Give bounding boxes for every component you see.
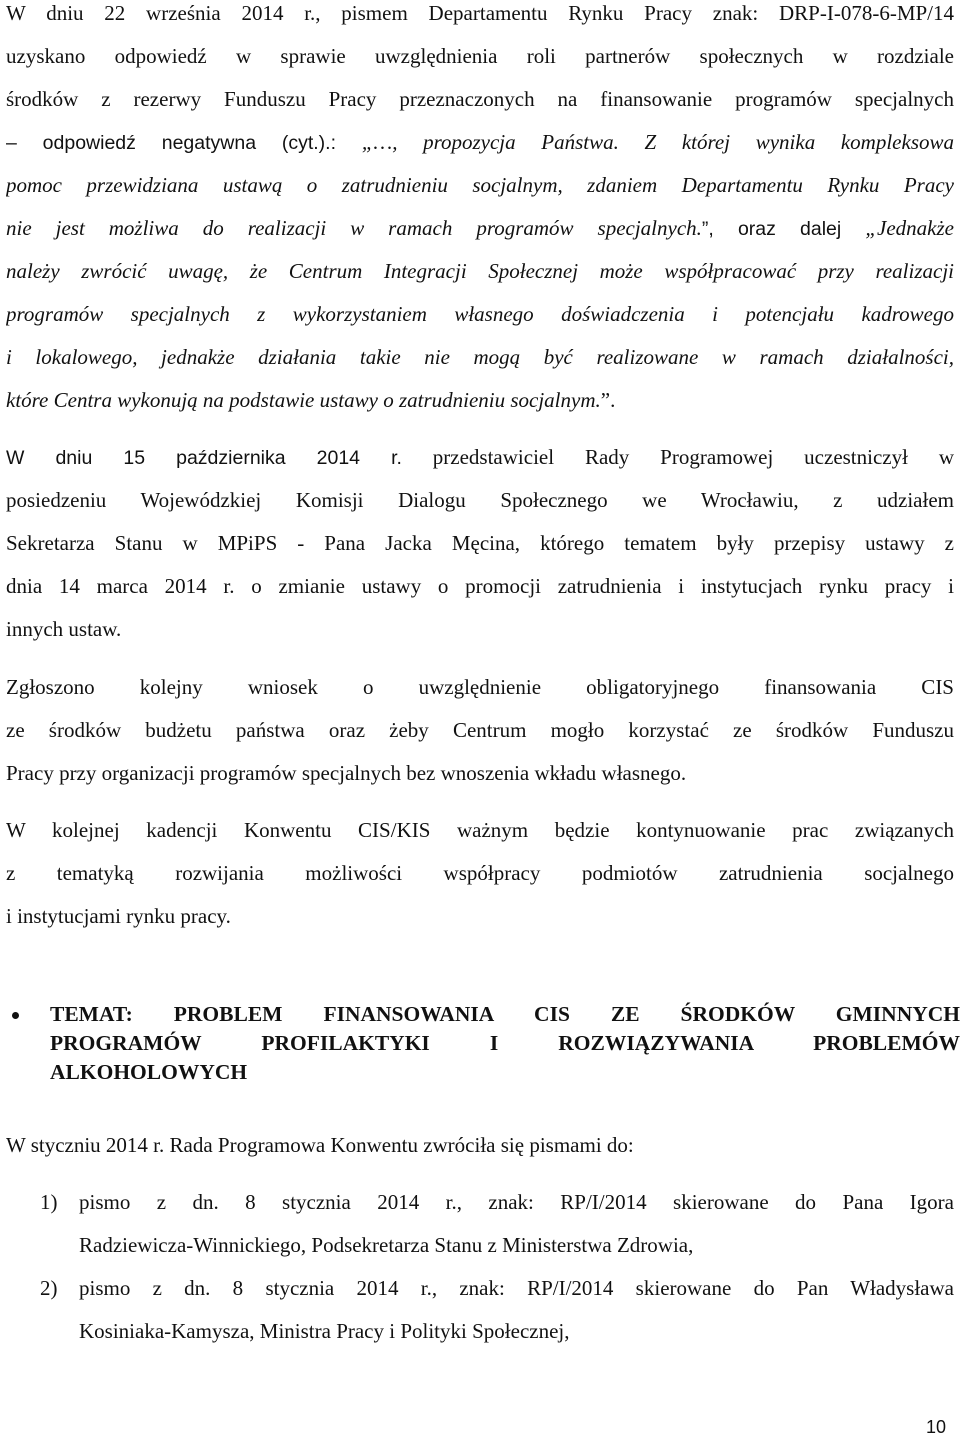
text-line: innych ustaw. — [6, 617, 122, 641]
paragraph-2 — [6, 436, 954, 651]
text-line: W styczniu 2014 r. Rada Programowa Konwentu zwróciła się pismami do: — [6, 1133, 634, 1157]
text-line — [6, 379, 954, 422]
quote-line: pomoc przewidziana ustawą o zatrudnieniu socjalnym, zdaniem Departamentu Rynku Pracy — [6, 173, 954, 197]
quote-line: programów specjalnych z wykorzystaniem własnego doświadczenia i potencjału kadrowego — [6, 302, 954, 326]
quote-text: które Centra wykonują na podstawie ustawy o zatrudnieniu socjalnym. — [6, 388, 601, 412]
text-span: ”. — [600, 388, 616, 412]
quote-text: „Jednakże — [865, 216, 954, 240]
text-line: dnia 14 marca 2014 r. o zmianie ustawy o promocji zatrudnienia i instytucjach rynku pracy i — [6, 574, 954, 598]
list-item-body — [79, 1267, 954, 1353]
paragraph-1 — [6, 0, 954, 422]
page-number: 10 — [925, 1417, 946, 1437]
text-line: z tematyką rozwijania możliwości współpracy podmiotów zatrudnienia socjalnego — [6, 861, 954, 885]
paragraph-5 — [6, 1124, 954, 1167]
quote-line: i lokalowego, jednakże działania takie nie mogą być realizowane w ramach działalności, — [6, 345, 954, 369]
text-line: Pracy przy organizacji programów specjalnych bez wnoszenia wkładu własnego. — [6, 761, 687, 785]
text-line: W dniu 22 września 2014 r., pismem Departamentu Rynku Pracy znak: DRP-I-078-6-MP/14 — [6, 1, 954, 25]
text-line: uzyskano odpowiedź w sprawie uwzględnienia roli partnerów społecznych w rozdziale — [6, 44, 954, 68]
heading-line: TEMAT: PROBLEM FINANSOWANIA CIS ZE ŚRODKÓW GMINNYCH — [50, 1002, 960, 1026]
text-line: pismo z dn. 8 stycznia 2014 r., znak: RP/I/2014 skierowane do Pan Władysława — [79, 1276, 954, 1300]
text-line: W kolejnej kadencji Konwentu CIS/KIS ważnym będzie kontynuowanie prac związanych — [6, 818, 954, 842]
bullet-icon — [12, 1012, 19, 1019]
topic-heading — [50, 1000, 960, 1087]
text-line: Kosiniaka-Kamysza, Ministra Pracy i Polityki Społecznej, — [79, 1319, 570, 1343]
text-line: Zgłoszono kolejny wniosek o uwzględnienie obligatoryjnego finansowania CIS — [6, 675, 954, 699]
text-span: przedstawiciel Rady Programowej uczestniczył w — [401, 445, 954, 469]
text-span: ”, oraz dalej — [701, 218, 866, 240]
list-number: 1) — [40, 1190, 58, 1214]
text-line — [6, 207, 954, 250]
text-span: – odpowiedź negatywna (cyt.).: — [6, 132, 362, 154]
list-number: 2) — [40, 1276, 58, 1300]
paragraph-3 — [6, 666, 954, 795]
text-line: posiedzeniu Wojewódzkiej Komisji Dialogu Społecznego we Wrocławiu, z udziałem — [6, 488, 954, 512]
text-line: środków z rezerwy Funduszu Pracy przeznaczonych na finansowanie programów specjalnych — [6, 87, 954, 111]
quote-text: nie jest możliwa do realizacji w ramach programów specjalnych. — [6, 216, 702, 240]
text-line: Sekretarza Stanu w MPiPS - Pana Jacka Męcina, którego tematem były przepisy ustawy z — [6, 531, 954, 555]
text-line: Radziewicza-Winnickiego, Podsekretarza Stanu z Ministerstwa Zdrowia, — [79, 1233, 694, 1257]
text-line: ze środków budżetu państwa oraz żeby Centrum mogło korzystać ze środków Funduszu — [6, 718, 954, 742]
heading-line: ALKOHOLOWYCH — [50, 1060, 248, 1084]
quote-text: „…, propozycja Państwa. Z której wynika kompleksowa — [361, 130, 954, 154]
text-line — [6, 436, 954, 479]
quote-line: należy zwrócić uwagę, że Centrum Integracji Społecznej może współpracować przy realizacji — [6, 259, 954, 283]
list-item-body — [79, 1181, 954, 1267]
paragraph-4 — [6, 809, 954, 938]
date-text: W dniu 15 października 2014 r. — [6, 447, 402, 469]
text-line — [6, 121, 954, 164]
text-line: i instytucjami rynku pracy. — [6, 904, 231, 928]
text-line: pismo z dn. 8 stycznia 2014 r., znak: RP/I/2014 skierowane do Pana Igora — [79, 1190, 954, 1214]
heading-line: PROGRAMÓW PROFILAKTYKI I ROZWIĄZYWANIA PROBLEMÓW — [50, 1031, 960, 1055]
